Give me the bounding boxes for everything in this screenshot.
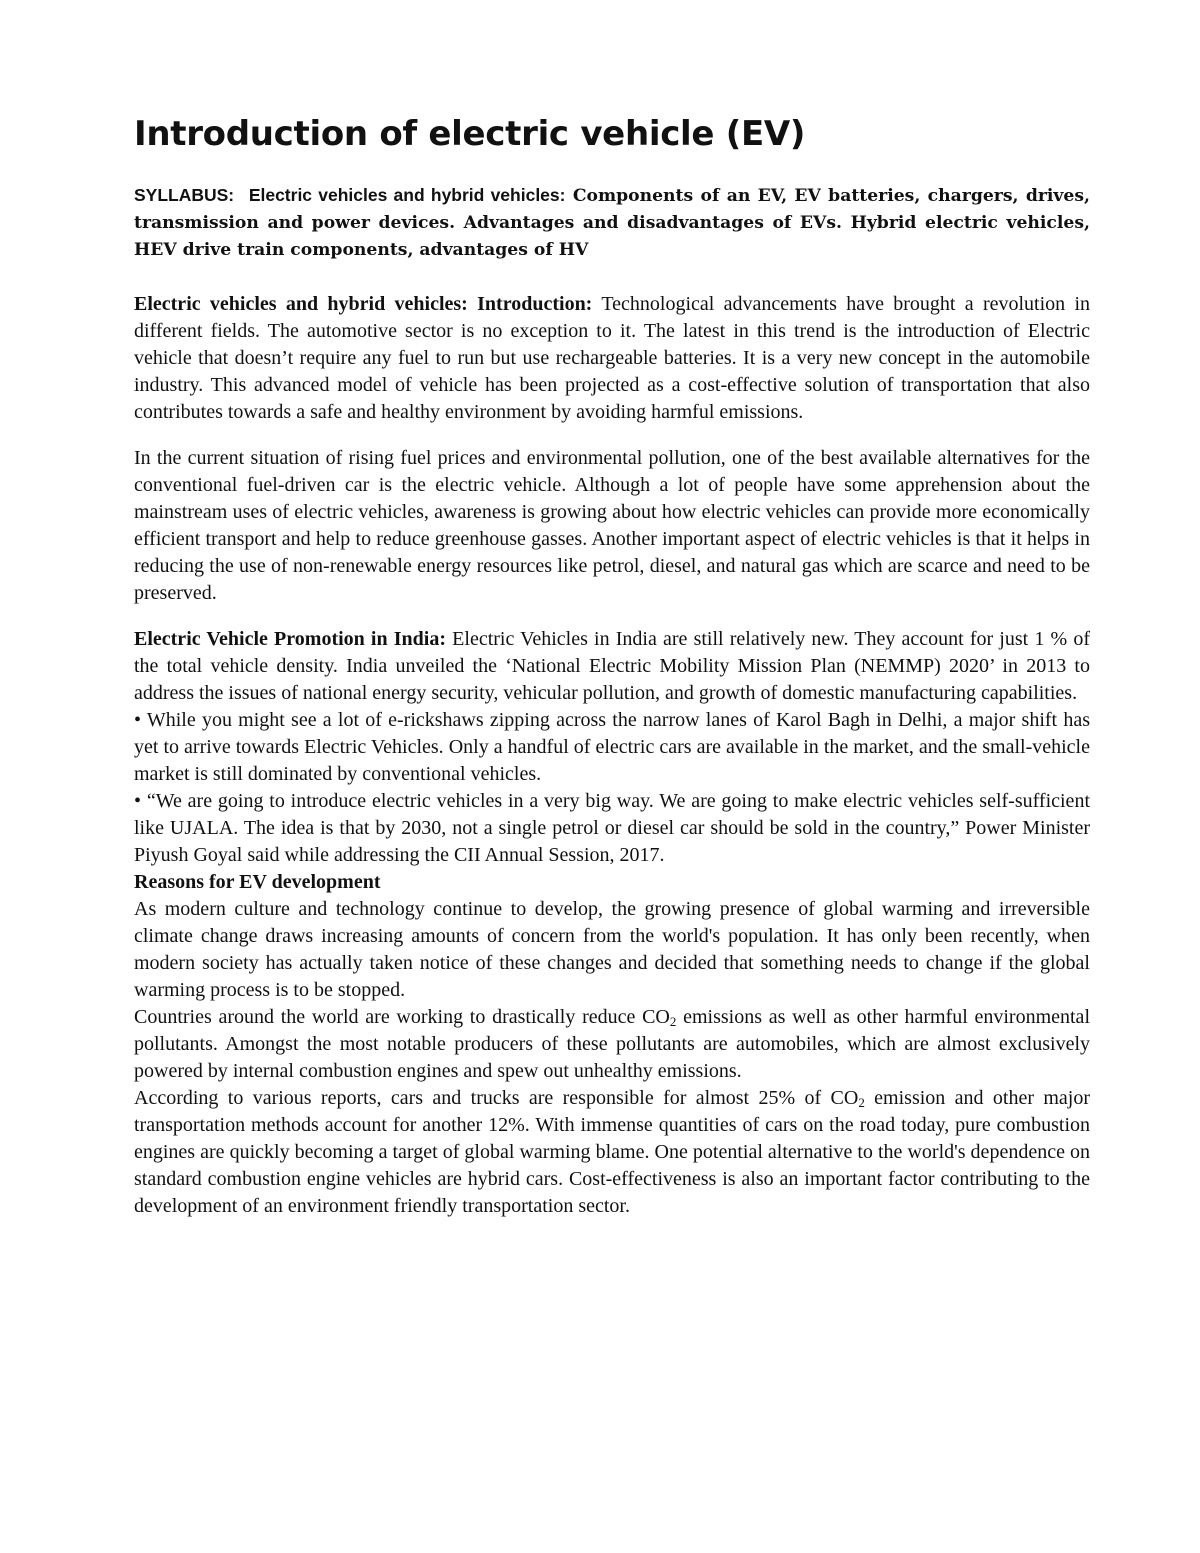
reasons-heading: Reasons for EV development xyxy=(134,871,381,893)
paragraph-2: In the current situation of rising fuel prices and environmental pollution, one of the best available alternatives for the conventional fuel-driven car is the electric vehicle. Although a lot of people have some apprehension about the mainstream uses of electric vehicles, awareness is growing about how electric vehicles can provide more economically efficient transport and help to reduce greenhouse gasses. Another important aspect of electric vehicles is that it helps in reducing the use of non-renewable energy resources like petrol, diesel, and natural gas which are scarce and need to be preserved. xyxy=(134,447,1090,604)
reasons-p2-after: emissions as well as other harmful environmental pollutants. Amongst the most notable producers of these pollutants are automobiles, which are almost exclusively powered by internal combustion engines and spew out unhealthy emissions. xyxy=(134,1006,1090,1082)
reasons-paragraph-1: As modern culture and technology continue to develop, the growing presence of global warming and irreversible climate change draws increasing amounts of concern from the world's population. It has only been recently, when modern society has actually taken notice of these changes and decided that something needs to change if the global warming process is to be stopped. xyxy=(134,898,1090,1001)
document-page xyxy=(134,112,1090,1220)
co2-subscript: 2 xyxy=(858,1095,865,1110)
syllabus-lead: Electric vehicles and hybrid vehicles: xyxy=(248,185,566,205)
promotion-bullet-1: • While you might see a lot of e-rickshaws zipping across the narrow lanes of Karol Bagh in Delhi, a major shift has yet to arrive towards Electric Vehicles. Only a handful of electric cars are available in the market, and the small-vehicle market is still dominated by conventional vehicles. xyxy=(134,709,1090,785)
syllabus-block xyxy=(134,182,1090,264)
intro-text: Technological advancements have brought a revolution in different fields. The automotive sector is no exception to it. The latest in this trend is the introduction of Electric vehicle that doesn’t require any fuel to run but use rechargeable batteries. It is a very new concept in the automobile industry. This advanced model of vehicle has been projected as a cost-effective solution of transportation that also contributes towards a safe and healthy environment by avoiding harmful emissions. xyxy=(134,293,1091,423)
promotion-paragraph xyxy=(134,626,1090,707)
intro-paragraph xyxy=(134,291,1090,426)
promotion-text: Electric Vehicles in India are still relatively new. They account for just 1 % of the total vehicle density. India unveiled the ‘National Electric Mobility Mission Plan (NEMMP) 2020’ in 2013 to address the issues of national energy security, vehicular pollution, and growth of domestic manufacturing capabilities. xyxy=(134,628,1090,704)
document-title: Introduction of electric vehicle (EV) xyxy=(134,114,806,154)
co2-subscript: 2 xyxy=(669,1014,677,1029)
promotion-bullet-2: • “We are going to introduce electric vehicles in a very big way. We are going to make electric vehicles self-sufficient like UJALA. The idea is that by 2030, not a single petrol or diesel car should be sold in the country,” Power Minister Piyush Goyal said while addressing the CII Annual Session, 2017. xyxy=(134,790,1090,866)
reasons-p2-before: Countries around the world are working to drastically reduce CO xyxy=(134,1006,670,1028)
syllabus-text: Components of an EV, EV batteries, chargers, drives, transmission and power devices. Advantages and disadvantages of EVs. Hybrid electric vehicles, HEV drive train components, advantages of HV xyxy=(134,186,1091,260)
reasons-p3-after: emission and other major transportation methods account for another 12%. With immense quantities of cars on the road today, pure combustion engines are quickly becoming a target of global warming blame. One potential alternative to the world's dependence on standard combustion engine vehicles are hybrid cars. Cost-effectiveness is also an important factor contributing to the development of an environment friendly transportation sector. xyxy=(134,1087,1090,1217)
reasons-p3-before: According to various reports, cars and trucks are responsible for almost 25% of CO xyxy=(134,1087,859,1109)
reasons-paragraph-2 xyxy=(134,1004,1090,1085)
promotion-heading: Electric Vehicle Promotion in India: xyxy=(134,628,447,650)
intro-heading: Electric vehicles and hybrid vehicles: Introduction: xyxy=(134,293,593,315)
syllabus-label: SYLLABUS: xyxy=(134,185,235,205)
reasons-paragraph-3 xyxy=(134,1085,1090,1220)
